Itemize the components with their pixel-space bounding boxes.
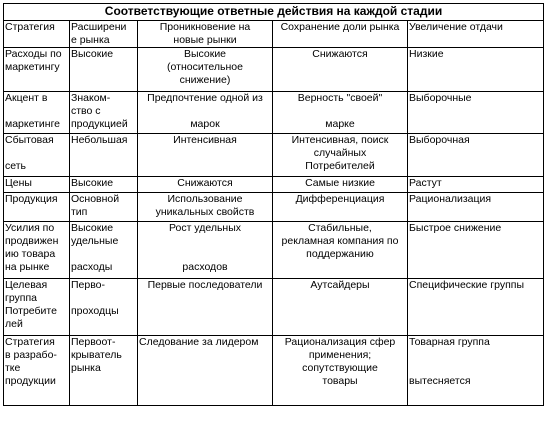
table-cell: Основной тип	[70, 193, 138, 222]
table-row	[4, 336, 544, 406]
table-cell: Высокие (относительное снижение)	[138, 48, 273, 92]
table-cell: Перво- проходцы	[70, 279, 138, 336]
table-cell: Низкие	[408, 48, 544, 92]
column-header: Проникновение на новые рынки	[138, 21, 273, 48]
table-cell: Первые последователи	[138, 279, 273, 336]
table-cell: Предпочтение одной из марок	[138, 92, 273, 134]
table-cell: Специфические группы	[408, 279, 544, 336]
table-title: Соответствующие ответные действия на каждой стадии	[4, 4, 544, 21]
row-label: Усилия по продвижен ию товара на рынке	[4, 222, 70, 279]
table-cell: Снижаются	[273, 48, 408, 92]
column-header: Сохранение доли рынка	[273, 21, 408, 48]
table-cell: Следование за лидером	[138, 336, 273, 406]
table-row-header	[4, 21, 544, 48]
row-label: Целевая группа Потребите лей	[4, 279, 70, 336]
table-cell: Выборочные	[408, 92, 544, 134]
row-label: Цены	[4, 177, 70, 193]
table-cell: Высокие	[70, 48, 138, 92]
table-cell: Рост удельных расходов	[138, 222, 273, 279]
table-cell: Верность "своей" марке	[273, 92, 408, 134]
table-cell: Рационализация	[408, 193, 544, 222]
table-cell: Небольшая	[70, 134, 138, 177]
table-cell: Выборочная	[408, 134, 544, 177]
row-label: Акцент в маркетинге	[4, 92, 70, 134]
table-row	[4, 48, 544, 92]
table-cell: Стабильные, рекламная компания по поддержанию	[273, 222, 408, 279]
table-cell: Высокие	[70, 177, 138, 193]
strategy-table-wrapper	[3, 3, 544, 406]
table-cell: Растут	[408, 177, 544, 193]
table-cell: Аутсайдеры	[273, 279, 408, 336]
title-row	[4, 4, 544, 21]
table-cell: Интенсивная	[138, 134, 273, 177]
table-cell: Снижаются	[138, 177, 273, 193]
table-row	[4, 134, 544, 177]
table-cell: Самые низкие	[273, 177, 408, 193]
table-cell: Интенсивная, поиск случайных Потребителей	[273, 134, 408, 177]
row-label: Расходы по маркетингу	[4, 48, 70, 92]
row-label: Сбытовая сеть	[4, 134, 70, 177]
table-row	[4, 177, 544, 193]
table-cell: Расширени е рынка	[70, 21, 138, 48]
row-label: Продукция	[4, 193, 70, 222]
table-cell: Использование уникальных свойств	[138, 193, 273, 222]
table-row	[4, 222, 544, 279]
table-cell: Высокие удельные расходы	[70, 222, 138, 279]
row-label: Стратегия	[4, 21, 70, 48]
table-cell: Рационализация сфер применения; сопутствующие товары	[273, 336, 408, 406]
row-label: Стратегия в разрабо- тке продукции	[4, 336, 70, 406]
table-cell: Знаком- ство с продукцией	[70, 92, 138, 134]
table-row	[4, 92, 544, 134]
table-cell: Товарная группа вытесняется	[408, 336, 544, 406]
table-row	[4, 193, 544, 222]
table-cell: Дифференциация	[273, 193, 408, 222]
column-header: Увеличение отдачи	[408, 21, 544, 48]
table-cell: Первоот- крыватель рынка	[70, 336, 138, 406]
table-row	[4, 279, 544, 336]
stage-strategy-table	[3, 3, 544, 406]
table-cell: Быстрое снижение	[408, 222, 544, 279]
